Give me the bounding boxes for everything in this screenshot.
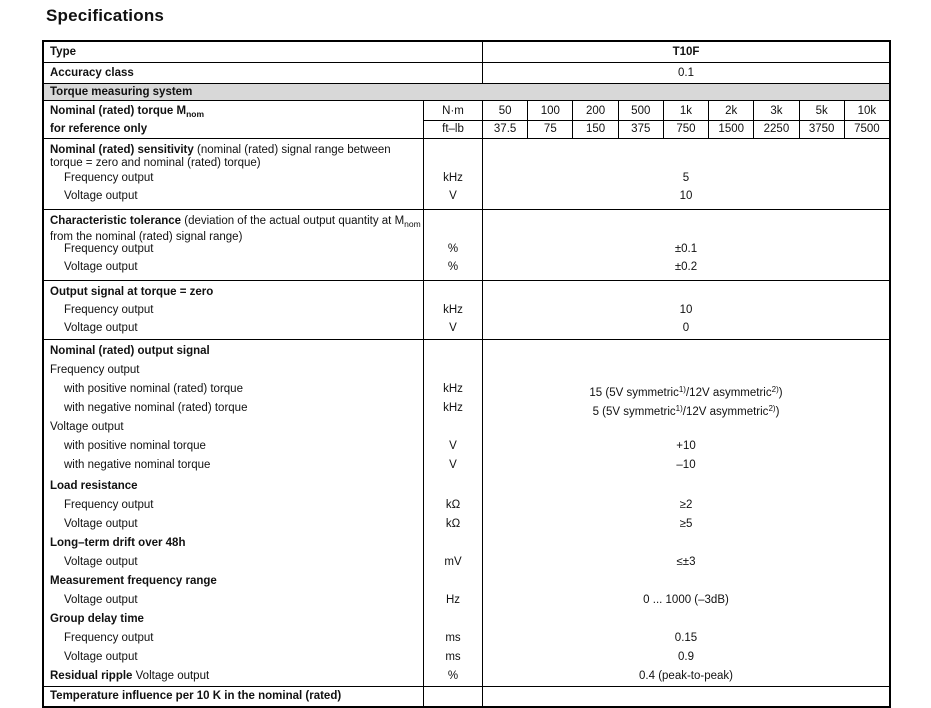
row-value: 10	[679, 304, 693, 316]
accuracy-value: 0.1	[482, 63, 889, 83]
row-label: with negative nominal torque	[64, 459, 211, 471]
row-unit: kΩ	[445, 499, 461, 511]
row-label: Voltage output	[64, 594, 138, 606]
section-longterm-drift	[44, 534, 889, 572]
row-unit: V	[449, 459, 457, 471]
torque-value: 100	[527, 101, 572, 121]
row-unit: kHz	[443, 402, 463, 414]
torque-ref-value: 7500	[844, 121, 889, 138]
torque-value: 2k	[708, 101, 753, 121]
row-value: 0.15	[674, 632, 698, 644]
torque-ref-value: 3750	[799, 121, 844, 138]
torque-value: 3k	[753, 101, 798, 121]
row-label: Voltage output	[64, 651, 138, 663]
torque-ref-value: 75	[527, 121, 572, 138]
section-cutoff-row	[44, 686, 889, 706]
torque-ref-value: 2250	[753, 121, 798, 138]
section-nominal-sensitivity	[44, 138, 889, 209]
row-label: Frequency output	[64, 304, 154, 316]
section-characteristic-tolerance	[44, 209, 889, 280]
row-unit: %	[447, 243, 459, 255]
section-header: Group delay time	[50, 613, 144, 625]
row-unit: kHz	[443, 172, 463, 184]
row-value: –10	[676, 459, 696, 471]
subsection-label: Voltage output	[50, 421, 124, 433]
footnote-ref-2: 2)	[771, 385, 779, 394]
row-unit: V	[449, 440, 457, 452]
reference-label: for reference only	[50, 123, 148, 135]
row-label: Residual ripple Voltage output	[50, 670, 210, 682]
footnote-ref-1: 1)	[678, 385, 686, 394]
type-value: T10F	[482, 42, 889, 62]
section-measurement-frequency-range	[44, 572, 889, 610]
subscript-nom: nom	[404, 219, 421, 229]
table-row-reference-torque	[44, 121, 889, 138]
torque-value: 5k	[799, 101, 844, 121]
row-label: with positive nominal (rated) torque	[64, 383, 243, 395]
row-label: Frequency output	[64, 499, 154, 511]
row-unit: kΩ	[445, 518, 461, 530]
row-label: Frequency output	[64, 172, 154, 184]
row-value: 0	[682, 322, 690, 334]
row-label: with negative nominal (rated) torque	[64, 402, 248, 414]
section-group-delay-time	[44, 610, 889, 667]
section-output-signal-zero	[44, 280, 889, 339]
row-unit: ms	[445, 651, 461, 663]
row-unit: Hz	[445, 594, 461, 606]
row-unit: V	[449, 322, 457, 334]
row-value: ≥5	[679, 518, 693, 530]
section-header: Output signal at torque = zero	[50, 286, 214, 298]
footnote-ref-1: 1)	[675, 404, 683, 413]
accuracy-label: Accuracy class	[50, 67, 134, 79]
torque-ref-value: 1500	[708, 121, 753, 138]
row-label: Voltage output	[64, 322, 138, 334]
row-value: ≤±3	[676, 556, 696, 568]
row-value: 5	[682, 172, 690, 184]
row-value: 0 ... 1000 (–3dB)	[643, 594, 729, 606]
section-residual-ripple	[44, 667, 889, 686]
row-label: with positive nominal torque	[64, 440, 206, 452]
row-label: Voltage output	[64, 190, 138, 202]
table-row-nominal-torque	[44, 100, 889, 121]
specifications-table	[42, 40, 891, 708]
torque-value: 50	[482, 101, 527, 121]
torque-ref-value: 37.5	[482, 121, 527, 138]
row-value: 0.4 (peak-to-peak)	[639, 670, 733, 682]
torque-value: 1k	[663, 101, 708, 121]
row-unit: mV	[444, 556, 462, 568]
reference-unit: ft–lb	[423, 121, 482, 138]
torque-ref-value: 150	[572, 121, 617, 138]
row-label: Voltage output	[64, 261, 138, 273]
section-load-resistance	[44, 477, 889, 534]
torque-ref-value: 375	[618, 121, 663, 138]
row-unit: %	[447, 261, 459, 273]
row-label: Voltage output	[64, 518, 138, 530]
type-label: Type	[50, 46, 76, 58]
row-value: ±0.2	[674, 261, 698, 273]
footnote-ref-2: 2)	[768, 404, 776, 413]
row-unit: kHz	[443, 383, 463, 395]
row-value: 15 (5V symmetric$^{1)}$/12V asymmetric$^{2)}$)	[589, 385, 783, 399]
row-unit: V	[449, 190, 457, 202]
section-header: Measurement frequency range	[50, 575, 217, 587]
torque-value: 10k	[844, 101, 889, 121]
subsection-label: Frequency output	[50, 364, 140, 376]
torque-ref-value: 750	[663, 121, 708, 138]
section-header: Characteristic tolerance (deviation of the actual output quantity at $M_{nom}$ from the nominal (rated) signal range)	[50, 215, 421, 243]
page-title: Specifications	[46, 6, 165, 25]
torque-value: 200	[572, 101, 617, 121]
row-value: +10	[676, 440, 696, 452]
row-label: Frequency output	[64, 632, 154, 644]
row-value: 5 (5V symmetric$^{1)}$/12V asymmetric$^{2)}$)	[592, 404, 780, 418]
section-nominal-output-signal	[44, 339, 889, 477]
section-header: Load resistance	[50, 480, 138, 492]
row-label: Voltage output	[64, 556, 138, 568]
row-value: ±0.1	[674, 243, 698, 255]
table-row-accuracy-class	[44, 62, 889, 83]
row-value: 0.9	[678, 651, 694, 663]
row-label: Frequency output	[64, 243, 154, 255]
section-header: Nominal (rated) sensitivity (nominal (rated) signal range between torque = zero and nominal (rated) torque)	[50, 144, 391, 169]
nominal-torque-label: Nominal (rated) torque $M_{nom}$	[50, 105, 205, 119]
table-row-type	[44, 42, 889, 62]
row-value: ≥2	[679, 499, 693, 511]
row-unit: ms	[445, 632, 461, 644]
row-value: 10	[679, 190, 693, 202]
row-unit: kHz	[443, 304, 463, 316]
nominal-torque-unit: N·m	[423, 101, 482, 121]
row-unit: %	[447, 670, 459, 682]
section-header: Long–term drift over 48h	[50, 537, 186, 549]
subscript-nom: nom	[186, 109, 205, 119]
section-header: Nominal (rated) output signal	[50, 345, 210, 357]
section-banner-torque-measuring-system: Torque measuring system	[44, 83, 889, 100]
row-label: Temperature influence per 10 K in the nominal (rated)	[50, 690, 342, 702]
torque-value: 500	[618, 101, 663, 121]
